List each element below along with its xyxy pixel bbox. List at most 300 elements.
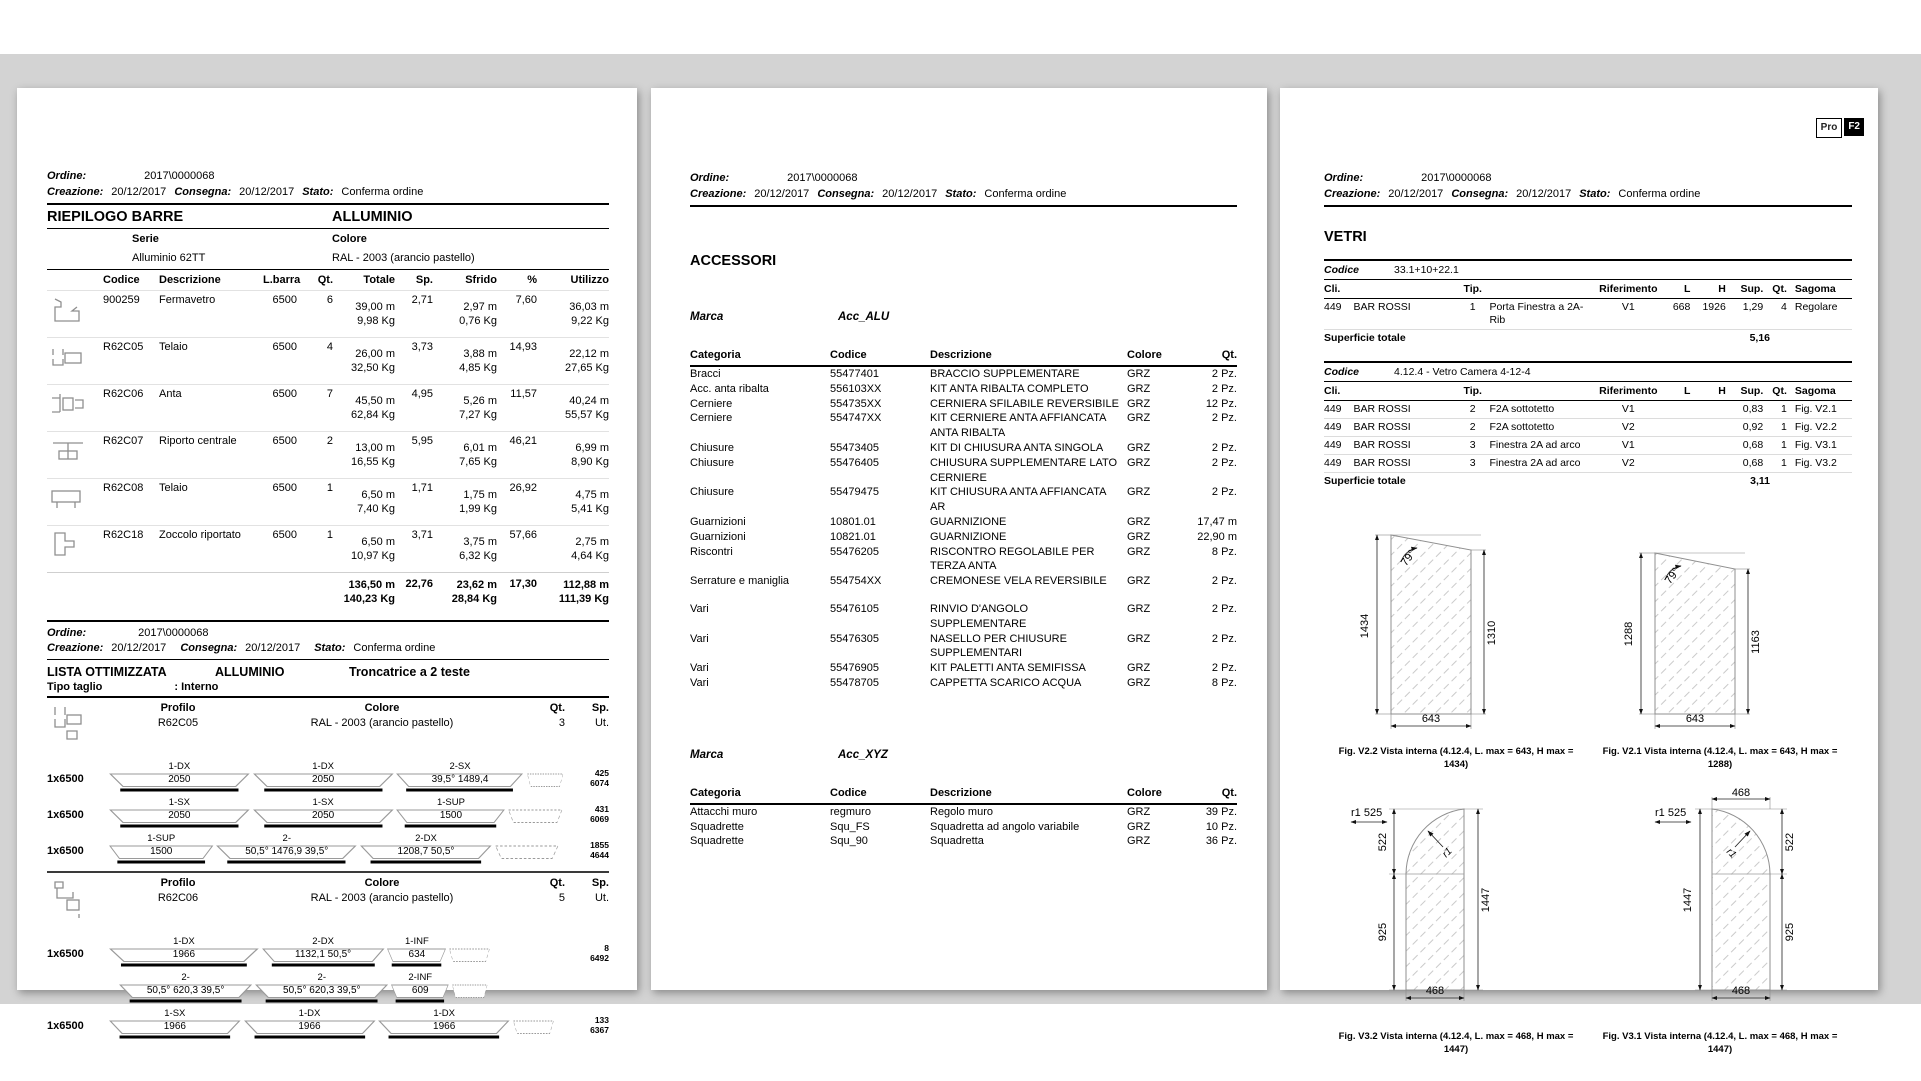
col-descrizione: Descrizione	[159, 274, 221, 286]
table-row	[1324, 455, 1852, 473]
cell-descrizione: KIT PALETTI ANTA SEMIFISSA	[930, 662, 1086, 675]
piece-length: 1966	[298, 1021, 321, 1032]
cell-utilizzo	[537, 388, 609, 431]
value-m: 2,97 m	[463, 301, 497, 313]
value-kg: 1,99 Kg	[459, 503, 497, 515]
cell-categoria: Bracci	[690, 368, 721, 380]
marca-row	[690, 311, 1237, 323]
cell-cli: 449	[1324, 439, 1342, 451]
cell-lbarra: 6500	[272, 388, 297, 400]
col-sp: Sp.	[415, 274, 433, 286]
cut-bar	[47, 833, 609, 865]
lista-block	[47, 698, 609, 865]
cell-descrizione: CERNIERA SFILABILE REVERSIBILE	[930, 397, 1119, 410]
cell-colore: GRZ	[1127, 486, 1151, 499]
codice-row	[1324, 259, 1852, 280]
table-row	[690, 530, 1237, 545]
cell-codice: 55476905	[830, 662, 879, 675]
cut-piece	[109, 1008, 241, 1040]
table-row	[690, 834, 1237, 849]
cell-colore: GRZ	[1127, 397, 1151, 410]
cell-qt: 2 Pz.	[1211, 368, 1237, 380]
material-title: ALLUMINIO	[332, 209, 413, 225]
bar-stat1: 425	[594, 768, 609, 778]
order-header-line1	[690, 170, 1237, 186]
piece-length: 1132,1 50,5°	[295, 949, 352, 960]
cell-h	[1690, 421, 1725, 434]
cell-codice: 10801.01	[830, 515, 876, 528]
ordine-label: Ordine:	[690, 172, 730, 184]
cell-descrizione: F2A sottotetto	[1489, 403, 1555, 415]
cell-qt: 8 Pz.	[1211, 676, 1237, 689]
value-m: 22,12 m	[569, 348, 609, 360]
col-colore: Colore	[364, 877, 400, 889]
cell-descrizione: KIT ANTA RIBALTA COMPLETO	[930, 382, 1089, 395]
glass-figure	[1588, 514, 1852, 771]
bar-label	[47, 972, 109, 1004]
cell-l: 668	[1672, 301, 1691, 313]
cell-pct: 11,57	[510, 388, 537, 400]
cell-cli: 449	[1324, 421, 1342, 433]
cell-categoria: Acc. anta ribalta	[690, 382, 769, 395]
cell-descrizione: Telaio	[159, 341, 188, 353]
scrap-piece	[449, 936, 490, 968]
cell-qt: 4	[1781, 301, 1787, 313]
glass-drawing-v2-1	[1595, 514, 1845, 742]
cell-sp: 5,95	[411, 435, 433, 447]
cell-descrizione: RISCONTRO REGOLABILE PER TERZA ANTA	[930, 545, 1095, 573]
cell-pct: 7,60	[515, 294, 537, 306]
cut-piece	[360, 833, 492, 865]
cell-categoria: Chiusure	[690, 456, 735, 469]
value-kg: 7,27 Kg	[459, 409, 497, 421]
table-row	[47, 337, 609, 384]
value-kg: 7,40 Kg	[357, 503, 395, 515]
dimension-label: 643	[1685, 713, 1705, 725]
glass-table	[1324, 361, 1852, 490]
cell-descrizione: KIT DI CHIUSURA ANTA SINGOLA	[930, 441, 1104, 454]
cell-sfrido	[433, 388, 497, 431]
cut-piece	[109, 936, 259, 968]
colore-value: RAL - 2003 (arancio pastello)	[332, 252, 475, 264]
value-kg: 55,57 Kg	[564, 409, 609, 421]
cell-pct: 57,66	[509, 529, 537, 541]
value-m: 6,50 m	[361, 489, 395, 501]
cell-qt: 1	[1781, 403, 1787, 415]
cell-descrizione: F2A sottotetto	[1489, 421, 1555, 433]
dimension-label: 1163	[1750, 630, 1762, 654]
dimension-label: 1310	[1486, 620, 1498, 646]
glass-table	[1324, 259, 1852, 347]
creazione-value: 20/12/2017	[111, 186, 167, 198]
block-sp-unit: Ut.	[594, 892, 609, 904]
table-row	[47, 525, 609, 572]
cell-codice: 55476205	[830, 545, 879, 558]
bar-stats	[563, 1008, 609, 1040]
cut-piece	[255, 972, 388, 1004]
block-colore: RAL - 2003 (arancio pastello)	[310, 892, 454, 904]
cell-categoria: Attacchi muro	[690, 805, 758, 818]
superficie-totale-label: Superficie totale	[1324, 332, 1406, 344]
value-m: 6,50 m	[361, 536, 395, 548]
table-row	[690, 820, 1237, 835]
col-qt: Qt.	[549, 877, 565, 889]
piece-length: 1966	[172, 949, 196, 960]
creazione-value: 20/12/2017	[1388, 188, 1444, 200]
stato-label: Stato:	[314, 642, 346, 654]
piece-tag: 2-	[317, 972, 326, 983]
cell-qt: 2 Pz.	[1211, 441, 1237, 454]
bar-label: 1x6500	[47, 809, 84, 821]
block-cols-row	[103, 876, 609, 891]
cell-colore: GRZ	[1127, 530, 1151, 543]
cell-sfrido	[433, 294, 497, 337]
divider	[690, 205, 1237, 207]
cell-descrizione: KIT CHIUSURA ANTA AFFIANCATA AR	[930, 486, 1106, 514]
cell-codice: 554747XX	[830, 412, 882, 425]
dimension-label: 925	[1377, 922, 1389, 942]
marca-label: Marca	[690, 311, 724, 323]
figure-caption: Fig. V2.2 Vista interna (4.12.4, L. max = 643, H max = 1434)	[1338, 746, 1574, 770]
order-header-line1	[47, 168, 609, 184]
cell-qt: 2 Pz.	[1211, 602, 1237, 615]
cut-bar	[47, 797, 609, 829]
value-kg: 7,65 Kg	[459, 456, 497, 468]
ordine-label: Ordine:	[1324, 172, 1364, 184]
consegna-value: 20/12/2017	[882, 188, 938, 200]
value-m: 13,00 m	[355, 442, 395, 454]
col-codice: Codice	[830, 349, 867, 361]
piece-tag: 1-DX	[168, 761, 191, 772]
col-utilizzo: Utilizzo	[570, 274, 609, 286]
piece-length: 2050	[311, 774, 335, 785]
cell-descrizione: CAPPETTA SCARICO ACQUA	[930, 676, 1082, 689]
piece-tag: 1-DX	[173, 936, 195, 947]
cell-qt: 39 Pz.	[1205, 805, 1237, 818]
cell-descrizione: CREMONESE VELA REVERSIBILE	[930, 575, 1107, 588]
cut-bar	[47, 761, 609, 793]
cell-lbarra: 6500	[272, 482, 297, 494]
value-kg: 27,65 Kg	[564, 362, 609, 374]
radius-label: r1 525	[1351, 807, 1383, 819]
col-sfrido: Sfrido	[465, 274, 497, 286]
cell-riferimento: V1	[1621, 301, 1635, 313]
cell-descrizione: KIT CERNIERE ANTA AFFIANCATA ANTA RIBALTA	[930, 412, 1106, 440]
col-h: H	[1718, 385, 1726, 397]
piece-length: 1966	[433, 1021, 456, 1032]
cell-descrizione: RINVIO D'ANGOLO SUPPLEMENTARE	[930, 602, 1029, 630]
order-header-line2	[47, 184, 609, 200]
stato-label: Stato:	[1579, 188, 1611, 200]
cell-totale	[333, 482, 395, 525]
glass-drawing-v3-1	[1595, 785, 1845, 1027]
cell-sp: 2,71	[411, 294, 433, 306]
piece-length: 2050	[168, 774, 191, 785]
table-row	[690, 382, 1237, 397]
value-m: 26,00 m	[355, 348, 395, 360]
cell-descrizione: Riporto centrale	[159, 435, 237, 447]
piece-length: 1966	[163, 1021, 186, 1032]
table-row	[690, 367, 1237, 382]
cell-sfrido	[433, 482, 497, 525]
consegna-label: Consegna:	[1451, 188, 1509, 200]
table-row	[1324, 401, 1852, 419]
bar-stat2: 6069	[590, 814, 609, 824]
dimension-label: 522	[1377, 832, 1389, 852]
cell-colore: GRZ	[1127, 632, 1151, 645]
creazione-value: 20/12/2017	[754, 188, 810, 200]
value-kg: 111,39 Kg	[558, 593, 609, 605]
cell-sp: 1,71	[411, 482, 433, 494]
value-kg: 28,84 Kg	[451, 593, 497, 605]
col-colore: Colore	[364, 702, 400, 714]
cell-qt: 2 Pz.	[1211, 662, 1237, 675]
table-row	[690, 397, 1237, 412]
cell-descrizione: Porta Finestra a 2A-Rib	[1489, 301, 1584, 326]
divider	[1324, 205, 1852, 207]
cut-piece	[109, 761, 250, 793]
piece-tag: 1-SUP	[147, 833, 176, 844]
marca-value: Acc_XYZ	[838, 748, 888, 761]
lista-material: ALLUMINIO	[215, 665, 285, 679]
col-qt: Qt.	[1772, 283, 1787, 295]
cell-totale	[333, 529, 395, 572]
cell-colore: GRZ	[1127, 662, 1151, 675]
superficie-totale-label: Superficie totale	[1324, 475, 1406, 487]
col-categoria: Categoria	[690, 349, 741, 361]
col-tip: Tip.	[1463, 283, 1482, 295]
piece-tag: 1-SX	[164, 1008, 186, 1019]
order-header-block	[47, 620, 609, 698]
cell-codice: 554735XX	[830, 397, 882, 410]
piece-tag: 1-DX	[298, 1008, 321, 1019]
cell-sup: 0,68	[1742, 439, 1764, 451]
col-sagoma: Sagoma	[1794, 283, 1836, 295]
cell-colore: GRZ	[1127, 368, 1151, 380]
col-cli: Cli.	[1324, 385, 1341, 397]
cell-qt: 10 Pz.	[1205, 820, 1237, 833]
cell-codice: R62C05	[103, 341, 144, 353]
bar-stat2: 4644	[590, 850, 609, 860]
ordine-value: 2017\0000068	[138, 627, 209, 639]
value-m: 23,62 m	[456, 579, 497, 591]
bar-stats	[563, 936, 609, 968]
scrap-piece	[495, 833, 559, 865]
col-qt: Qt.	[1772, 385, 1787, 397]
cell-riferimento: V2	[1621, 457, 1635, 469]
block-qt: 5	[558, 892, 565, 904]
cell-descrizione: Fermavetro	[159, 294, 216, 306]
block-header	[47, 871, 609, 922]
piece-tag: 2-	[282, 833, 291, 844]
tipo-taglio-row	[47, 680, 609, 696]
cell-descrizione: CHIUSURA SUPPLEMENTARE LATO CERNIERE	[930, 456, 1118, 484]
cell-totale	[333, 294, 395, 337]
table-row	[1324, 437, 1852, 455]
cell-categoria: Vari	[690, 632, 709, 645]
cut-piece	[109, 833, 213, 865]
serie-values-row	[47, 250, 609, 269]
order-header-line2	[1324, 186, 1852, 202]
tipo-taglio-label: Tipo taglio	[47, 681, 103, 693]
piece-length: 1208,7 50,5°	[397, 846, 455, 857]
profile-section-icon	[47, 435, 103, 478]
edition-badges	[1816, 118, 1864, 138]
riepilogo-title: RIEPILOGO BARRE	[47, 209, 184, 225]
table-row	[47, 431, 609, 478]
col-riferimento: Riferimento	[1599, 385, 1658, 397]
cut-piece	[396, 761, 523, 793]
col-descrizione: Descrizione	[930, 786, 992, 799]
cell-totale	[333, 341, 395, 384]
block-sp-unit: Ut.	[594, 717, 609, 729]
col-h: H	[1718, 283, 1726, 295]
col-l: L	[1683, 385, 1691, 397]
dimension-label: 522	[1784, 832, 1796, 852]
cell-sup: 0,92	[1742, 421, 1764, 433]
cell-qt: 1	[1781, 439, 1787, 451]
bar-label: 1x6500	[47, 773, 84, 785]
cell-codice: 55476305	[830, 632, 879, 645]
serie-label: Serie	[132, 233, 159, 245]
cell-qt: 4	[326, 341, 333, 353]
profile-section-icon	[47, 341, 103, 384]
cell-colore: GRZ	[1127, 575, 1151, 588]
block-profilo: R62C06	[157, 892, 199, 904]
stato-value: Conferma ordine	[1618, 188, 1701, 200]
table-row	[690, 545, 1237, 575]
consegna-label: Consegna:	[174, 186, 232, 198]
value-m: 40,24 m	[569, 395, 609, 407]
page-vetri	[1280, 88, 1878, 1055]
dimension-label: 468	[1731, 787, 1751, 799]
cell-sagoma: Fig. V2.1	[1794, 403, 1837, 415]
cell-utilizzo	[537, 529, 609, 572]
cell-qt: 6	[326, 294, 333, 306]
cell-categoria: Cerniere	[690, 412, 733, 425]
tipo-taglio-value: : Interno	[174, 681, 219, 693]
lista-machine: Troncatrice a 2 teste	[349, 665, 470, 679]
codice-label: Codice	[1324, 264, 1360, 276]
table-row	[690, 574, 1237, 589]
cell-codice: R62C07	[103, 435, 144, 447]
cell-qt: 8 Pz.	[1211, 545, 1237, 558]
cell-sagoma: Regolare	[1794, 301, 1838, 313]
cell-sp: 3,71	[411, 529, 433, 541]
table-header	[1324, 280, 1852, 299]
table-row	[690, 456, 1237, 486]
profile-section-icon	[47, 294, 103, 337]
value-kg: 62,84 Kg	[350, 409, 395, 421]
stato-value: Conferma ordine	[353, 642, 436, 654]
bar-stat2: 6367	[590, 1025, 609, 1035]
dimension-label: 468	[1425, 985, 1445, 997]
f2-badge: F2	[1844, 118, 1864, 136]
dimension-label: 468	[1731, 985, 1751, 997]
cell-sup: 0,83	[1742, 403, 1764, 415]
table-row	[690, 661, 1237, 676]
cell-codice: R62C08	[103, 482, 144, 494]
col-lbarra: L.barra	[263, 274, 301, 286]
cell-codice: R62C18	[103, 529, 144, 541]
block-header	[47, 698, 609, 747]
bar-stat2: 6492	[590, 953, 609, 963]
cut-piece	[253, 797, 394, 829]
cell-sp: 3,73	[411, 341, 433, 353]
cell-sagoma: Fig. V2.2	[1794, 421, 1837, 433]
creazione-label: Creazione:	[1324, 188, 1381, 200]
col-categoria: Categoria	[690, 786, 741, 799]
piece-length: 2050	[311, 810, 335, 821]
value-kg: 8,90 Kg	[571, 456, 609, 468]
piece-length: 50,5° 620,3 39,5°	[283, 985, 361, 996]
col-cli: Cli.	[1324, 283, 1341, 295]
cell-colore: GRZ	[1127, 676, 1151, 689]
cell-codice: 55477401	[830, 368, 879, 380]
cell-descrizione: Squadretta	[930, 835, 984, 848]
superficie-totale-row	[1324, 330, 1852, 347]
cell-l	[1661, 457, 1691, 470]
value-m: 36,03 m	[569, 301, 609, 313]
cell-qt: 2 Pz.	[1211, 632, 1237, 645]
cell-colore: GRZ	[1127, 382, 1151, 395]
piece-length: 2050	[168, 810, 191, 821]
cell-categoria: Cerniere	[690, 397, 733, 410]
codice-row	[1324, 361, 1852, 382]
table-row	[690, 805, 1237, 820]
cell-categoria: Guarnizioni	[690, 515, 746, 528]
dimension-label: 1447	[1682, 887, 1694, 913]
col-descrizione: Descrizione	[930, 349, 992, 361]
cell-qt: 12 Pz.	[1205, 397, 1237, 410]
value-m: 5,26 m	[463, 395, 497, 407]
cell-lbarra: 6500	[272, 341, 297, 353]
bar-stats	[563, 761, 609, 793]
col-profilo: Profilo	[160, 702, 196, 714]
cell-h	[1690, 439, 1725, 452]
cell-utilizzo	[537, 341, 609, 384]
cell-categoria: Squadrette	[690, 820, 744, 833]
glass-drawing-v3-2	[1331, 785, 1581, 1027]
value-m: 45,50 m	[355, 395, 395, 407]
cell-descrizione: Squadretta ad angolo variabile	[930, 820, 1080, 833]
cell-lbarra: 6500	[272, 435, 297, 447]
block-values-row	[103, 716, 609, 731]
table-header	[1324, 382, 1852, 401]
value-m: 3,75 m	[463, 536, 497, 548]
piece-tag: 1-SUP	[436, 797, 465, 808]
block-profilo: R62C05	[157, 717, 199, 729]
table-row	[47, 478, 609, 525]
figure-caption: Fig. V2.1 Vista interna (4.12.4, L. max = 643, H max = 1288)	[1602, 746, 1838, 770]
piece-length: 1500	[150, 846, 173, 857]
creazione-label: Creazione:	[47, 186, 104, 198]
cell-descrizione: BRACCIO SUPPLEMENTARE	[930, 368, 1080, 380]
cell-categoria: Vari	[690, 602, 709, 615]
col-sp: Sp.	[591, 702, 609, 714]
col-profilo: Profilo	[160, 877, 196, 889]
serie-labels-row	[47, 229, 609, 250]
radius-tag: r1	[1724, 846, 1739, 861]
cell-descrizione: Anta	[159, 388, 182, 400]
cell-codice: regmuro	[830, 805, 871, 818]
consegna-value: 20/12/2017	[1516, 188, 1572, 200]
profile-section-icon	[47, 388, 103, 431]
profile-section-icon	[47, 701, 103, 745]
col-colore: Colore	[1127, 786, 1162, 799]
angle-label: 79°	[1662, 565, 1683, 587]
codice-value: 4.12.4 - Vetro Camera 4-12-4	[1394, 366, 1531, 378]
